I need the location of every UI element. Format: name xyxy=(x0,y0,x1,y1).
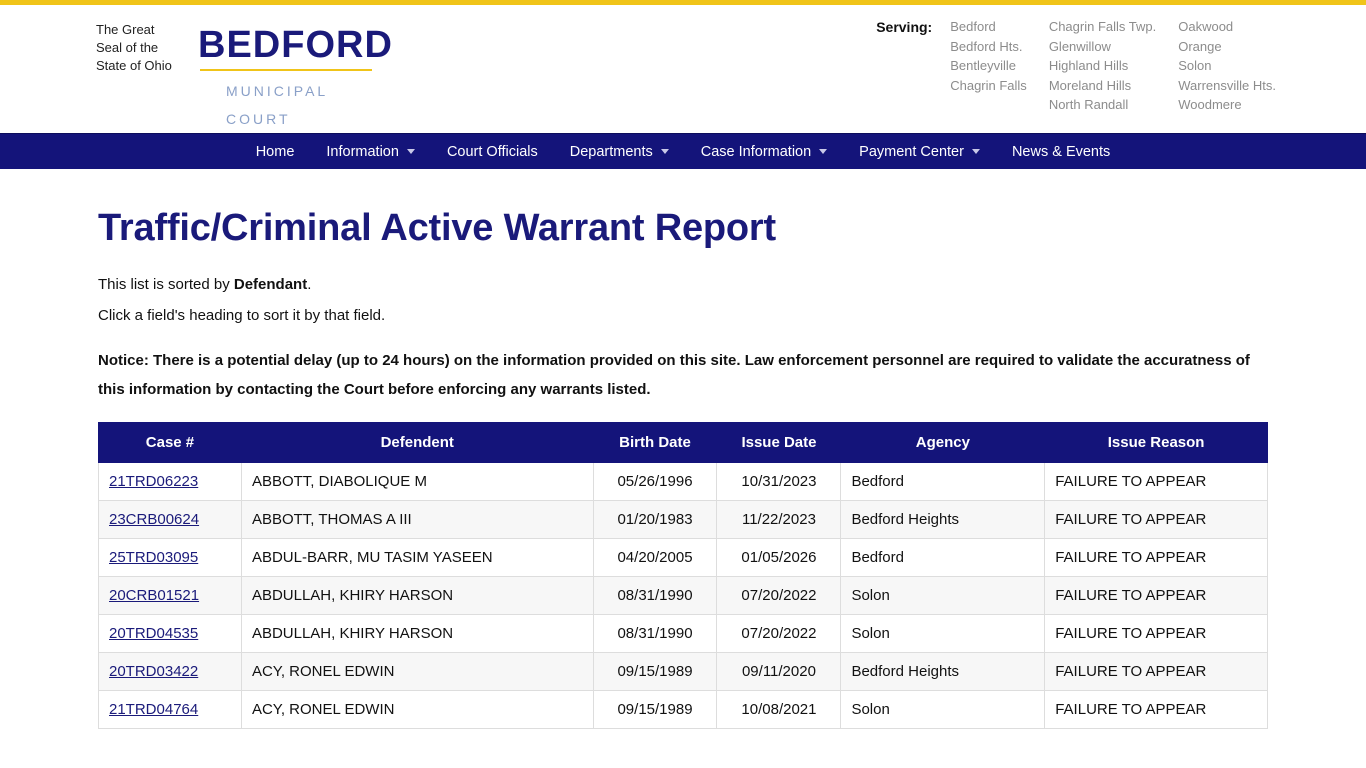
nav-item-news-events[interactable] xyxy=(996,134,1126,170)
cell-birth-date: 05/26/1996 xyxy=(593,463,717,501)
site-brand[interactable] xyxy=(198,25,393,133)
cell-defendant: ACY, RONEL EDWIN xyxy=(241,691,593,729)
table-row xyxy=(99,691,1268,729)
cell-issue-reason: FAILURE TO APPEAR xyxy=(1045,577,1268,615)
cell-birth-date: 01/20/1983 xyxy=(593,501,717,539)
cell-issue-reason: FAILURE TO APPEAR xyxy=(1045,539,1268,577)
table-header xyxy=(99,423,1268,463)
nav-item-payment-center[interactable] xyxy=(843,134,996,170)
sorted-by-prefix: This list is sorted by xyxy=(98,276,234,293)
main-content xyxy=(0,207,1366,729)
serving-city: Warrensville Hts. xyxy=(1178,77,1276,93)
brand-divider xyxy=(200,69,372,71)
nav-label: Departments xyxy=(569,143,653,160)
cell-birth-date: 04/20/2005 xyxy=(593,539,717,577)
case-link[interactable]: 23CRB00624 xyxy=(109,511,200,528)
cell-defendant: ABDULLAH, KHIRY HARSON xyxy=(241,577,593,615)
column-header-defendant[interactable]: Defendent xyxy=(241,423,593,463)
serving-city: North Randall xyxy=(1048,97,1129,112)
nav-label: Payment Center xyxy=(859,143,964,160)
cell-defendant: ABBOTT, DIABOLIQUE M xyxy=(241,463,593,501)
cell-birth-date: 08/31/1990 xyxy=(593,615,717,653)
nav-item-case-information[interactable] xyxy=(685,134,843,170)
serving-city: Highland Hills xyxy=(1048,58,1129,73)
cell-birth-date: 08/31/1990 xyxy=(593,577,717,615)
cell-issue-date: 10/31/2023 xyxy=(717,463,841,501)
nav-label: News & Events xyxy=(1011,143,1111,160)
chevron-down-icon xyxy=(972,149,980,154)
brand-title: BEDFORD xyxy=(198,24,393,66)
column-header-case[interactable]: Case # xyxy=(99,423,242,463)
brand-subtitle-municipal: MUNICIPAL xyxy=(226,83,329,99)
serving-column-3 xyxy=(1178,17,1276,115)
serving-label: Serving: xyxy=(876,19,933,35)
cell-issue-date: 07/20/2022 xyxy=(717,577,841,615)
warrant-report-table xyxy=(98,422,1268,729)
serving-city: Orange xyxy=(1178,38,1222,54)
cell-agency: Solon xyxy=(841,691,1045,729)
cell-case[interactable] xyxy=(99,691,242,729)
cell-issue-date: 07/20/2022 xyxy=(717,615,841,653)
table-row xyxy=(99,615,1268,653)
serving-area xyxy=(876,17,1276,115)
cell-case[interactable] xyxy=(99,615,242,653)
cell-issue-date: 01/05/2026 xyxy=(717,539,841,577)
cell-case[interactable] xyxy=(99,539,242,577)
cell-agency: Bedford xyxy=(841,539,1045,577)
serving-column-1 xyxy=(950,17,1027,95)
cell-issue-reason: FAILURE TO APPEAR xyxy=(1045,501,1268,539)
notice-text: Notice: There is a potential delay (up to 24 hours) on the information provided on this site. Law enforcement personnel are required to validate the accuratness of this information by contacting the Court before enforcing any warrants listed. xyxy=(98,352,1250,398)
nav-item-court-officials[interactable] xyxy=(431,134,554,170)
serving-column-2 xyxy=(1049,17,1156,115)
cell-birth-date: 09/15/1989 xyxy=(593,691,717,729)
serving-city: Moreland Hills xyxy=(1048,77,1132,93)
cell-issue-reason: FAILURE TO APPEAR xyxy=(1045,463,1268,501)
case-link[interactable]: 21TRD06223 xyxy=(109,473,199,490)
cell-defendant: ABDUL-BARR, MU TASIM YASEEN xyxy=(241,539,593,577)
nav-label: Information xyxy=(326,143,399,160)
cell-birth-date: 09/15/1989 xyxy=(593,653,717,691)
cell-defendant: ABDULLAH, KHIRY HARSON xyxy=(241,615,593,653)
column-header-issue-date[interactable]: Issue Date xyxy=(717,423,841,463)
table-row xyxy=(99,653,1268,691)
nav-item-departments[interactable] xyxy=(554,134,685,170)
nav-label: Court Officials xyxy=(446,143,538,160)
cell-issue-reason: FAILURE TO APPEAR xyxy=(1045,615,1268,653)
cell-agency: Solon xyxy=(841,615,1045,653)
sorted-by-field: Defendant xyxy=(233,276,308,293)
serving-city: Solon xyxy=(1178,58,1212,73)
column-header-issue-reason[interactable]: Issue Reason xyxy=(1045,423,1268,463)
nav-item-home[interactable] xyxy=(240,134,311,170)
page-title: Traffic/Criminal Active Warrant Report xyxy=(98,207,776,249)
cell-agency: Bedford Heights xyxy=(841,501,1045,539)
table-header-row xyxy=(99,423,1268,463)
serving-city: Chagrin Falls Twp. xyxy=(1048,19,1157,34)
table-row xyxy=(99,577,1268,615)
ohio-seal-image: The Great Seal of the State of Ohio xyxy=(96,22,172,73)
serving-city: Chagrin Falls xyxy=(950,77,1027,93)
cell-issue-date: 10/08/2021 xyxy=(717,691,841,729)
nav-label: Home xyxy=(255,143,295,160)
serving-city: Glenwillow xyxy=(1048,38,1111,54)
case-link[interactable]: 20CRB01521 xyxy=(109,587,200,604)
sorted-by-text xyxy=(98,276,1268,293)
chevron-down-icon xyxy=(819,149,827,154)
cell-issue-date: 11/22/2023 xyxy=(717,501,841,539)
column-header-birth-date[interactable]: Birth Date xyxy=(593,423,717,463)
cell-case[interactable] xyxy=(99,577,242,615)
chevron-down-icon xyxy=(661,149,669,154)
cell-case[interactable] xyxy=(99,463,242,501)
case-link[interactable]: 20TRD04535 xyxy=(109,625,199,642)
cell-agency: Bedford Heights xyxy=(841,653,1045,691)
case-link[interactable]: 21TRD04764 xyxy=(109,701,199,718)
table-row xyxy=(99,463,1268,501)
serving-city: Bedford xyxy=(950,19,996,34)
table-row xyxy=(99,501,1268,539)
column-header-agency[interactable]: Agency xyxy=(841,423,1045,463)
sorted-by-suffix: . xyxy=(307,276,312,293)
cell-agency: Bedford xyxy=(841,463,1045,501)
cell-issue-date: 09/11/2020 xyxy=(717,653,841,691)
cell-defendant: ABBOTT, THOMAS A III xyxy=(241,501,593,539)
chevron-down-icon xyxy=(407,149,415,154)
cell-issue-reason: FAILURE TO APPEAR xyxy=(1045,691,1268,729)
case-link[interactable]: 20TRD03422 xyxy=(109,663,199,680)
nav-label: Case Information xyxy=(700,143,812,160)
nav-item-information[interactable] xyxy=(310,134,431,170)
table-row xyxy=(99,539,1268,577)
serving-city: Bentleyville xyxy=(950,58,1016,73)
sort-hint-text: Click a field's heading to sort it by that field. xyxy=(98,307,386,324)
table-body xyxy=(99,463,1268,729)
case-link[interactable]: 25TRD03095 xyxy=(109,549,199,566)
serving-city: Oakwood xyxy=(1178,19,1234,34)
serving-city: Bedford Hts. xyxy=(950,38,1023,54)
cell-defendant: ACY, RONEL EDWIN xyxy=(241,653,593,691)
cell-case[interactable] xyxy=(99,501,242,539)
cell-issue-reason: FAILURE TO APPEAR xyxy=(1045,653,1268,691)
site-header xyxy=(0,5,1366,133)
serving-city: Woodmere xyxy=(1178,97,1242,112)
cell-case[interactable] xyxy=(99,653,242,691)
cell-agency: Solon xyxy=(841,577,1045,615)
main-navigation xyxy=(0,133,1366,169)
brand-subtitle-court: COURT xyxy=(226,111,291,127)
